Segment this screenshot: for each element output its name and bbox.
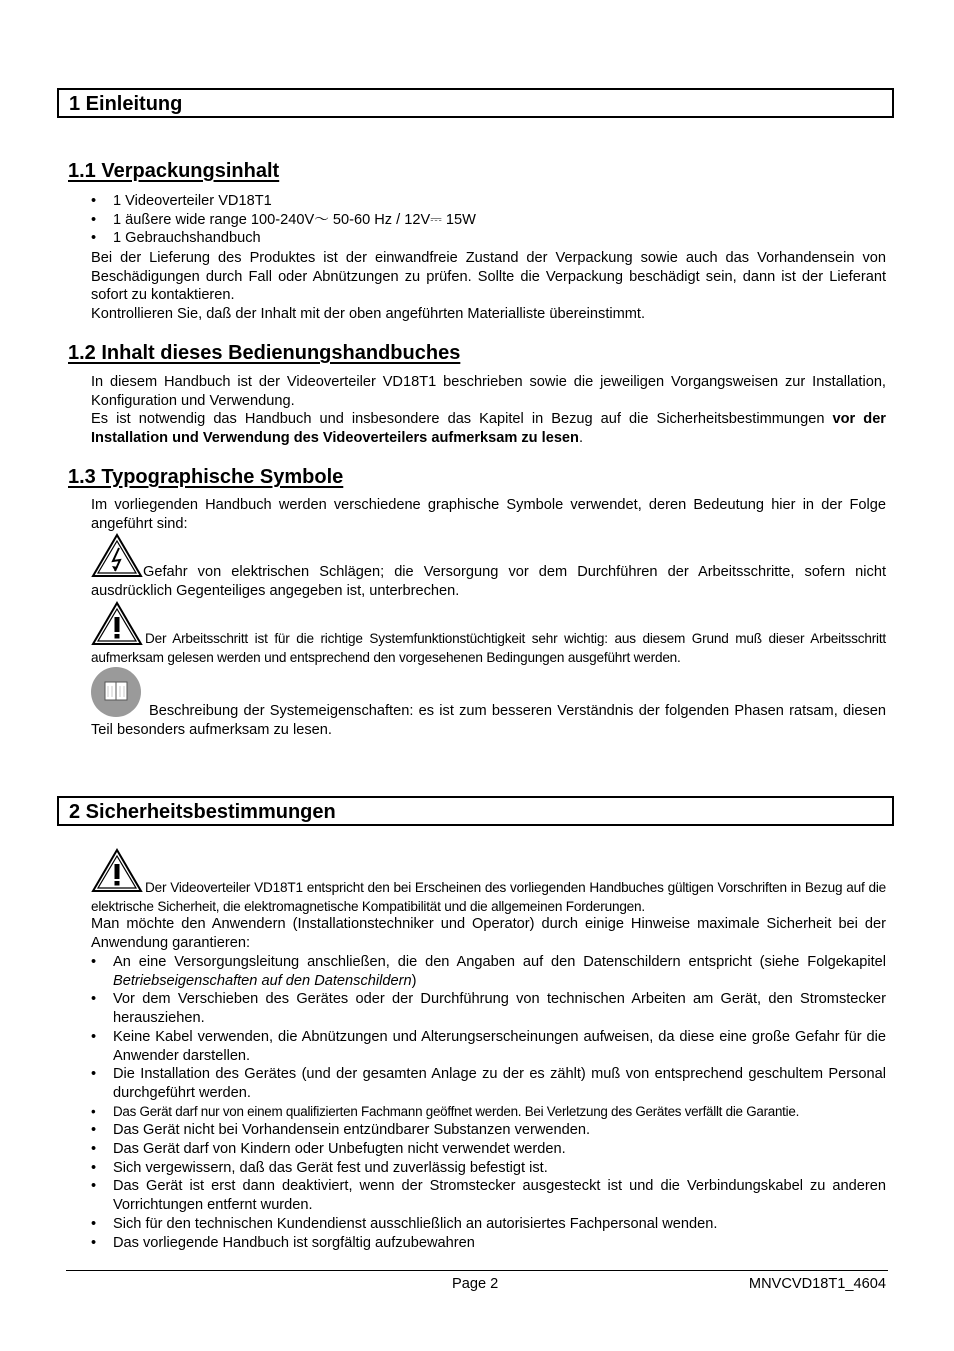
warning-symbol-description: Der Arbeitsschritt ist für die richtige Systemfunktionstüchtigkeit sehr wichtig: aus diesem Grund muß dieser Arbeitsschritt aufmerksam gelesen werden und entsprechend den vorgesehenen Bedingungen ausgeführt werden. xyxy=(91,631,886,665)
list-item: • Das Gerät ist erst dann deaktiviert, wenn der Stromstecker ausgesteckt ist und die Verbindungskabel zu anderen Vorrichtungen entfernt wurden. xyxy=(91,1177,886,1214)
safety-rules-list xyxy=(91,953,886,1252)
book-symbol-description: Beschreibung der Systemeigenschaften: es ist zum besseren Verständnis der folgenden Phasen ratsam, diesen Teil besonders aufmerksam zu lesen. xyxy=(91,703,886,738)
document-code: MNVCVD18T1_4604 xyxy=(748,1276,886,1292)
chapter-2-title: 2 Sicherheitsbestimmungen xyxy=(69,801,336,823)
read-safety-paragraph: Es ist notwendig das Handbuch und insbesondere das Kapitel in Bezug auf die Sicherheitsbestimmungen vor der Installation und Verwendung des Videoverteilers aufmerksam zu lesen. xyxy=(91,411,886,446)
safety-intro-paragraph: Man möchte den Anwendern (Installationstechniker und Operator) durch einige Hinweise maximale Sicherheit bei der Anwendung garantieren: xyxy=(91,916,886,951)
list-item: • Das Gerät darf von Kindern oder Unbefugten nicht verwendet werden. xyxy=(91,1140,886,1159)
package-contents-list xyxy=(91,192,886,248)
symbols-intro-paragraph: Im vorliegenden Handbuch werden verschiedene graphische Symbole verwendet, deren Bedeutung hier in der Folge angeführt sind: xyxy=(91,497,886,532)
list-item: • An eine Versorgungsleitung anschließen, die den Angaben auf den Datenschildern entspricht (siehe Folgekapitel Betriebseigenschaften auf den Datenschildern) xyxy=(91,953,886,990)
list-item: • Sich für den technischen Kundendienst ausschließlich an autorisiertes Fachpersonal wenden. xyxy=(91,1215,886,1234)
list-item: • 1 Videoverteiler VD18T1 xyxy=(91,192,886,211)
list-item: • 1 Gebrauchshandbuch xyxy=(91,229,886,248)
page-number: Page 2 xyxy=(452,1276,499,1292)
section-1-2-title: 1.2 Inhalt dieses Bedienungshandbuches xyxy=(68,342,461,364)
list-item: • Das Gerät nicht bei Vorhandensein entzündbarer Substanzen verwenden. xyxy=(91,1121,886,1140)
electric-symbol-description: Gefahr von elektrischen Schlägen; die Versorgung vor dem Durchführen der Arbeitsschritte, sofern nicht ausdrücklich Gegenteiliges angegeben ist, unterbrechen. xyxy=(91,564,886,599)
chapter-1-title: 1 Einleitung xyxy=(69,93,183,115)
list-item: • Die Installation des Gerätes (und der gesamten Anlage zu der es zählt) muß von entsprechend geschultem Personal durchgeführt werden. xyxy=(91,1065,886,1102)
list-item: • 1 äußere wide range 100-240V～ 50-60 Hz / 12V⎓ 15W xyxy=(91,211,886,230)
list-item: • Das Gerät darf nur von einem qualifizierten Fachmann geöffnet werden. Bei Verletzung des Gerätes verfällt die Garantie. xyxy=(91,1103,886,1122)
chapter-2-heading-box xyxy=(57,796,894,826)
list-item: • Keine Kabel verwenden, die Abnützungen und Alterungserscheinungen aufweisen, da diese eine große Gefahr für die Anwender darstellen. xyxy=(91,1028,886,1065)
list-item: • Sich vergewissern, daß das Gerät fest und zuverlässig befestigt ist. xyxy=(91,1159,886,1178)
chapter-1-heading-box xyxy=(57,88,894,118)
footer-divider xyxy=(66,1270,888,1271)
section-1-3-title: 1.3 Typographische Symbole xyxy=(68,466,344,488)
compliance-paragraph: Der Videoverteiler VD18T1 entspricht den bei Erscheinen des vorliegenden Handbuches gültigen Vorschriften in Bezug auf die elektrische Sicherheit, die elektromagnetische Kompatibilität und die allgemeinen Forderungen. xyxy=(91,880,886,914)
chapter-reference: Betriebseigenschaften auf den Datenschildern xyxy=(113,972,412,989)
list-item: • Vor dem Verschieben des Gerätes oder der Durchführung von technischen Arbeiten am Gerät, den Stromstecker herausziehen. xyxy=(91,990,886,1027)
contents-check-paragraph: Kontrollieren Sie, daß der Inhalt mit der oben angeführten Materialliste übereinstimmt. xyxy=(91,306,646,322)
delivery-check-paragraph: Bei der Lieferung des Produktes ist der einwandfreie Zustand der Verpackung sowie auch das Vorhandensein von Beschädigungen durch Fall oder Abnützungen zu prüfen. Sollte die Verpackung beschädigt sein, dann ist der Lieferant sofort zu kontaktieren. xyxy=(91,250,886,304)
section-1-1-title: 1.1 Verpackungsinhalt xyxy=(68,160,280,182)
manual-description-paragraph: In diesem Handbuch ist der Videoverteiler VD18T1 beschrieben sowie die jeweiligen Vorgangsweisen zur Installation, Konfiguration und Verwendung. xyxy=(91,374,886,409)
list-item: • Das vorliegende Handbuch ist sorgfältig aufzubewahren xyxy=(91,1234,886,1253)
emphasis-text: vor der Installation und Verwendung des Videoverteilers aufmerksam zu lesen xyxy=(91,411,886,446)
